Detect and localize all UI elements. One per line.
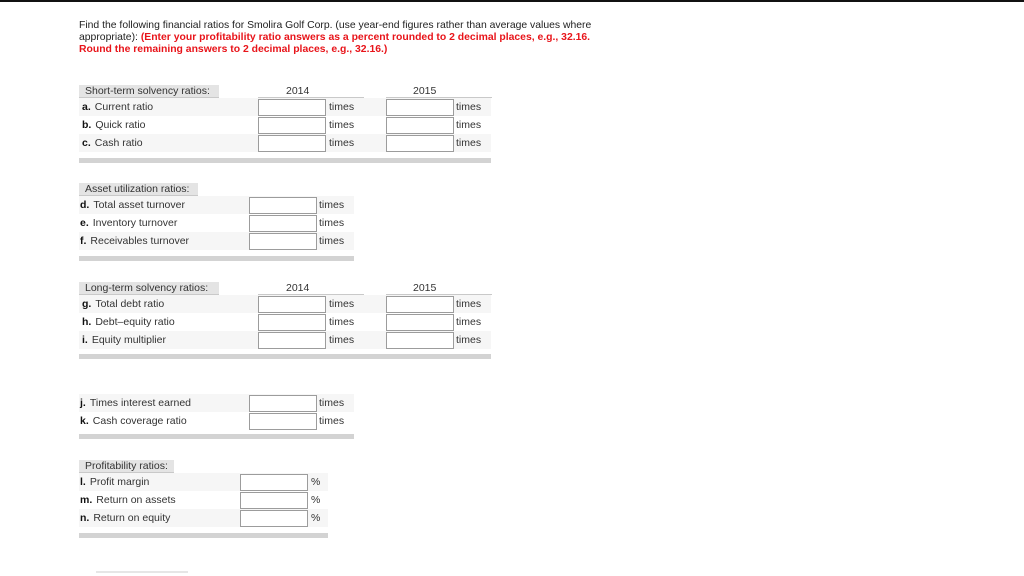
- short-term-solvency-section: [79, 85, 491, 152]
- row-label: Profit margin: [89, 476, 150, 488]
- equity-multiplier-2015-input[interactable]: [386, 332, 454, 349]
- row-letter: g.: [82, 298, 92, 310]
- row-label: Inventory turnover: [92, 217, 178, 229]
- ratio-row-quick: [79, 116, 491, 134]
- row-label: Quick ratio: [95, 119, 146, 131]
- profit-margin-input[interactable]: [240, 474, 308, 491]
- unit-label: times: [329, 334, 355, 346]
- current-ratio-2014-input[interactable]: [258, 99, 326, 116]
- ratio-row-receivables-turnover: [79, 232, 354, 250]
- row-label: Cash coverage ratio: [92, 415, 187, 427]
- unit-label: times: [456, 316, 482, 328]
- row-label: Receivables turnover: [90, 235, 190, 247]
- coverage-section: [79, 394, 354, 430]
- unit-label: times: [456, 119, 482, 131]
- section-header: [79, 183, 354, 196]
- return-on-equity-input[interactable]: [240, 510, 308, 527]
- unit-label: times: [319, 199, 345, 211]
- row-letter: j.: [80, 397, 86, 409]
- unit-label: times: [456, 137, 482, 149]
- cash-ratio-2014-input[interactable]: [258, 135, 326, 152]
- debt-equity-ratio-2015-input[interactable]: [386, 314, 454, 331]
- row-label: Cash ratio: [94, 137, 143, 149]
- instructions: [79, 20, 619, 56]
- row-letter: k.: [80, 415, 89, 427]
- row-letter: d.: [80, 199, 90, 211]
- top-border: [0, 0, 1024, 2]
- row-label: Return on equity: [93, 512, 171, 524]
- instructions-text: Find the following financial ratios for Smolira Golf Corp. (use year-end figures rather than average values where appropriate):: [79, 20, 592, 43]
- equity-multiplier-2014-input[interactable]: [258, 332, 326, 349]
- section-header: [79, 282, 491, 295]
- unit-label: times: [319, 397, 345, 409]
- section-title: Long-term solvency ratios:: [79, 282, 219, 295]
- row-label: Times interest earned: [89, 397, 191, 409]
- row-label: Return on assets: [96, 494, 176, 506]
- total-asset-turnover-input[interactable]: [249, 197, 317, 214]
- unit-label: times: [329, 119, 355, 131]
- inventory-turnover-input[interactable]: [249, 215, 317, 232]
- section-divider: [79, 354, 491, 359]
- row-letter: n.: [80, 512, 90, 524]
- section-divider: [79, 533, 328, 538]
- return-on-assets-input[interactable]: [240, 492, 308, 509]
- percent-label: %: [311, 494, 321, 506]
- cash-ratio-2015-input[interactable]: [386, 135, 454, 152]
- unit-label: times: [329, 298, 355, 310]
- profitability-section: [79, 460, 328, 527]
- percent-label: %: [311, 512, 321, 524]
- times-interest-earned-input[interactable]: [249, 395, 317, 412]
- ratio-row-times-interest-earned: [79, 394, 354, 412]
- section-divider: [79, 434, 354, 439]
- unit-label: times: [329, 316, 355, 328]
- receivables-turnover-input[interactable]: [249, 233, 317, 250]
- row-letter: h.: [82, 316, 92, 328]
- row-letter: c.: [82, 137, 91, 149]
- quick-ratio-2014-input[interactable]: [258, 117, 326, 134]
- year-2015-label: 2015: [413, 85, 437, 97]
- debt-equity-ratio-2014-input[interactable]: [258, 314, 326, 331]
- row-label: Debt–equity ratio: [95, 316, 175, 328]
- unit-label: times: [329, 101, 355, 113]
- ratio-row-cash-coverage: [79, 412, 354, 430]
- section-title: Profitability ratios:: [79, 460, 174, 473]
- unit-label: times: [456, 298, 482, 310]
- unit-label: times: [319, 235, 345, 247]
- total-debt-ratio-2015-input[interactable]: [386, 296, 454, 313]
- section-title: Short-term solvency ratios:: [79, 85, 219, 98]
- row-label: Current ratio: [94, 101, 154, 113]
- row-letter: f.: [80, 235, 87, 247]
- row-letter: m.: [80, 494, 93, 506]
- row-label: Equity multiplier: [91, 334, 166, 346]
- ratio-row-profit-margin: [79, 473, 328, 491]
- year-2014-label: 2014: [286, 282, 310, 294]
- ratio-row-total-asset-turnover: [79, 196, 354, 214]
- section-title: Asset utilization ratios:: [79, 183, 198, 196]
- asset-utilization-section: [79, 183, 354, 250]
- unit-label: times: [319, 415, 345, 427]
- long-term-solvency-section: [79, 282, 491, 349]
- row-letter: a.: [82, 101, 91, 113]
- percent-label: %: [311, 476, 321, 488]
- row-letter: e.: [80, 217, 89, 229]
- unit-label: times: [456, 334, 482, 346]
- section-header: [79, 85, 491, 98]
- instructions-emphasis: (Enter your profitability ratio answers as a percent rounded to 2 decimal places, e.g., 32.16. Round the remaining answers to 2 decimal places, e.g., 32.16.): [79, 32, 591, 55]
- total-debt-ratio-2014-input[interactable]: [258, 296, 326, 313]
- section-divider: [79, 256, 354, 261]
- year-2015-label: 2015: [413, 282, 437, 294]
- row-label: Total debt ratio: [95, 298, 165, 310]
- cash-coverage-ratio-input[interactable]: [249, 413, 317, 430]
- ratio-row-equity-multiplier: [79, 331, 491, 349]
- row-letter: b.: [82, 119, 92, 131]
- section-divider: [79, 158, 491, 163]
- bottom-element-edge: [96, 571, 188, 573]
- unit-label: times: [456, 101, 482, 113]
- ratio-row-return-on-assets: [79, 491, 328, 509]
- row-letter: l.: [80, 476, 86, 488]
- unit-label: times: [319, 217, 345, 229]
- year-2014-label: 2014: [286, 85, 310, 97]
- ratio-row-total-debt: [79, 295, 491, 313]
- unit-label: times: [329, 137, 355, 149]
- current-ratio-2015-input[interactable]: [386, 99, 454, 116]
- quick-ratio-2015-input[interactable]: [386, 117, 454, 134]
- ratio-row-current: [79, 98, 491, 116]
- ratio-row-debt-equity: [79, 313, 491, 331]
- ratio-row-return-on-equity: [79, 509, 328, 527]
- row-letter: i.: [82, 334, 88, 346]
- ratio-row-inventory-turnover: [79, 214, 354, 232]
- ratio-row-cash: [79, 134, 491, 152]
- section-header: [79, 460, 328, 473]
- row-label: Total asset turnover: [93, 199, 185, 211]
